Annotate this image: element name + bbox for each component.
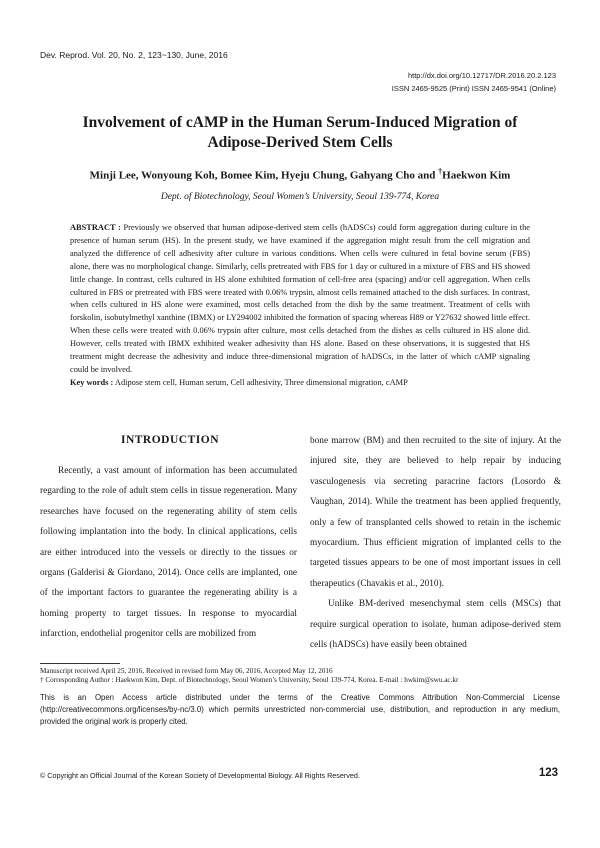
doi-link[interactable]: http://dx.doi.org/10.12717/DR.2016.20.2.123 [407,71,556,80]
title-line-2: Adipose-Derived Stem Cells [207,134,393,151]
keywords-text: Adipose stem cell, Human serum, Cell adhesivity, Three dimensional migration, cAMP [114,377,408,387]
copyright-notice: © Copyright an Official Journal of the Korean Society of Developmental Biology. All Rights Reserved. [40,771,360,780]
abstract-label: ABSTRACT : [70,223,121,232]
journal-citation: Dev. Reprod. Vol. 20, No. 2, 123~130, June, 2016 [40,50,228,60]
intro-left-column: Recently, a vast amount of information has been accumulated regarding to the role of adult stem cells in tissue regeneration. Many researches have focused on the regenerating ability of stem cells following implantation into the body. In clinical applications, cells are either introduced into the vessels or directly to the tissues or organs (Galderisi & Giordano, 2014). Once cells are implanted, one of the important factors to guarantee the regenerating ability is a homing property to target tissues. In response to myocardial infarction, endothelial progenitor cells are mobilized from [40,466,297,640]
abstract-paragraph [70,222,530,377]
intro-right-paragraph-2: Unlike BM-derived mesenchymal stem cells (MSCs) that require surgical operation to isolate, human adipose-derived stem cells (hADSCs) have easily been obtained [310,599,561,651]
footnote-divider [40,663,120,664]
corresponding-author-note: † Corresponding Author : Haekwon Kim, Dept. of Biotechnology, Seoul Women’s University, Seoul 139-774, Korea. E-mail : hwkim@swu.ac.kr [40,676,459,684]
manuscript-dates: Manuscript received April 25, 2016, Received in revised form May 06, 2016, Accepted May 12, 2016 [40,667,333,675]
keywords-line [70,377,530,390]
title-line-1: Involvement of cAMP in the Human Serum-Induced Migration of [82,114,518,131]
affiliation: Dept. of Biotechnology, Seoul Women’s University, Seoul 139-774, Korea [160,192,440,202]
page-number: 123 [538,767,558,779]
article-title [60,113,540,153]
intro-right-paragraph-1: bone marrow (BM) and then recruited to the site of injury. At the injured site, they are believed to help repair by inducing vasculogenesis via secreting paracrine factors (Losordo & Vaughan, 2014). While the treatment has been applied frequently, only a few of transplanted cells showed to retain in the ischemic myocardium. Thus efficient migration of implanted cells to the targeted tissues appears to be one of most important issues in cell therapeutics (Chavakis et al., 2010). [310,436,561,589]
issn-line: ISSN 2465-9525 (Print) ISSN 2465-9541 (Online) [391,84,556,93]
keywords-label: Key words : [70,377,114,387]
authors-text: Minji Lee, Wonyoung Koh, Bomee Kim, Hyeju Chung, Gahyang Cho and [89,169,436,182]
abstract-block [70,222,530,390]
author-list [40,167,560,182]
section-heading-introduction: INTRODUCTION [120,434,219,446]
intro-right-column [310,431,561,655]
abstract-text: Previously we observed that human adipose-derived stem cells (hADSCs) could form aggregation during culture in the presence of human serum (HS). In the present study, we have examined if the aggregation might result from the cell migration and analyzed the difference of cell adhesivity after culture in various conditions. When cells were cultured in fetal bovine serum (FBS) alone, there was no morphological change. Similarly, cells pretreated with FBS for 1 day or cultured in a mixture of FBS and HS showed little change. In contrast, cells cultured in HS alone exhibited formation of cell-free area (spacing) and/or cell aggregation. When cells cultured in FBS or pretreated with FBS were treated with 0.06% trypsin, almost cells remained attached to the dish surfaces. In contrast, when cells cultured in HS alone were examined, most cells detached from the dish by the same treatment. Treatment of cells with forskolin, isobutylmethyl xanthine (IBMX) or LY294002 inhibited the formation of spacing whereas H89 or Y27632 showed little effect. When these cells were treated with 0.06% trypsin after culture, most cells detached from the dishes as cells cultured in HS alone did. However, cells treated with IBMX exhibited weaker adhesivity than HS alone. Based on these observations, it is suggested that HS treatment might decrease the adhesivity and induce three-dimensional migration of hADSCs, in the latter of which cAMP signaling could be involved. [70,223,531,374]
corresponding-mark: † [438,167,443,176]
corresponding-author: Haekwon Kim [442,169,511,182]
open-access-notice: This is an Open Access article distributed under the terms of the Creative Commons Attribution Non-Commercial License (http://creativecommons.org/licenses/by-nc/3.0) which permits unrestricted non-commercial use, distribution, and reproduction in any medium, provided the original work is properly cited. [40,693,560,726]
